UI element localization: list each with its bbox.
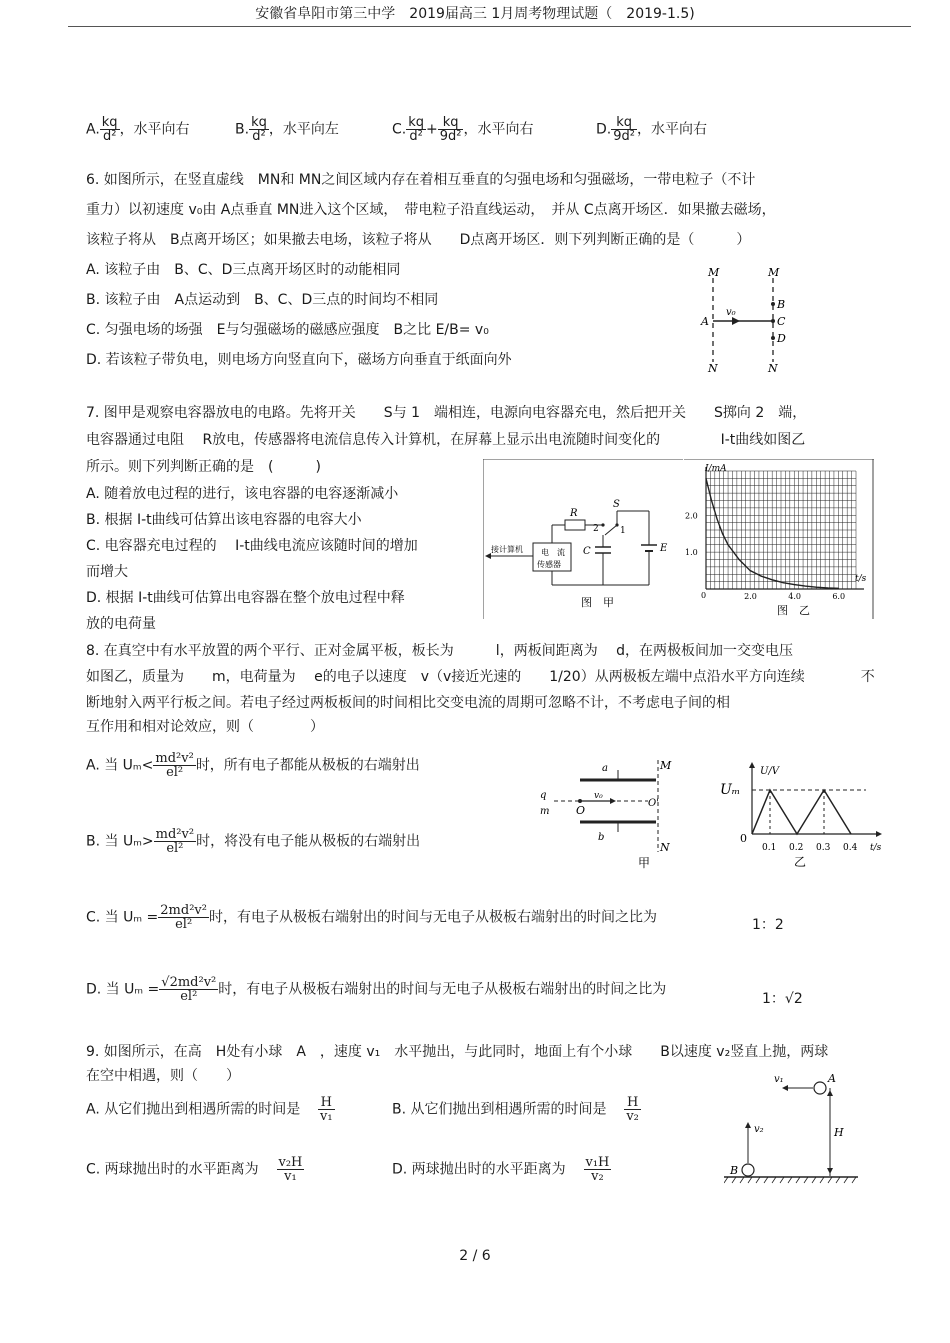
- origin-label: 0: [701, 591, 707, 600]
- denominator: d²: [409, 129, 423, 144]
- label-s: S: [613, 499, 620, 510]
- um-label: Uₘ: [720, 782, 741, 798]
- numerator: H: [318, 1096, 335, 1110]
- data-point: [805, 585, 806, 586]
- data-point: [827, 587, 828, 588]
- label-h: H: [834, 1126, 844, 1139]
- option-text: B. 从它们抛出到相遇所需的时间是: [392, 1101, 607, 1118]
- q7-stem-line3: 所示。则下列判断正确的是 ( ): [86, 459, 321, 475]
- numerator: kq: [438, 116, 464, 130]
- q5-option-d: [596, 116, 707, 143]
- q7-option-c-line1: C. 电容器充电过程的 I-t曲线电流应该随时间的增加: [86, 538, 418, 554]
- x-tick-0.4: 0.4: [843, 843, 858, 853]
- option-prefix: B. 当 Uₘ>: [86, 833, 154, 850]
- q6-stem-line3: 该粒子将从 B点离开场区；如果撤去电场，该粒子将从 D点离开场区．则下列判断正确的是（ ）: [86, 232, 751, 248]
- q8-plates-diagram: [536, 758, 681, 870]
- label-a: a: [602, 763, 608, 774]
- q9-option-a: [86, 1096, 335, 1123]
- data-point: [783, 582, 784, 583]
- q8-stem-line2: 如图乙，质量为 m，电荷量为 e的电子以速度 v（v接近光速的 1/20）从两极板左端中点沿水平方向连续 不: [86, 669, 875, 685]
- numerator: v₁H: [585, 1155, 610, 1170]
- label-b: B: [730, 1164, 739, 1177]
- computer-label: 接计算机: [491, 545, 523, 554]
- q6-option-a: A. 该粒子由 B、C、D三点离开场区时的动能相同: [86, 262, 401, 278]
- direction-text: ，水平向右: [119, 121, 190, 138]
- option-prefix: C. 当 Uₘ =: [86, 909, 159, 926]
- q6-option-b: B. 该粒子由 A点运动到 B、C、D三点的时间均不相同: [86, 292, 439, 308]
- q8-option-c: [86, 904, 657, 931]
- plus-sign: +: [426, 121, 438, 138]
- y-tick-label: 1.0: [685, 548, 698, 558]
- label-q: q: [540, 790, 547, 801]
- denominator: d²: [252, 129, 266, 144]
- label-b: B: [777, 298, 786, 311]
- q5-option-a: [86, 116, 190, 143]
- q7-stem-line2: 电容器通过电阻 R放电，传感器将电流信息传入计算机，在屏幕上显示出电流随时间变化的 I-t曲线如图乙: [86, 432, 806, 448]
- page-header: 安徽省阜阳市第三中学 2019届高三 1月周考物理试题（ 2019-1.5): [255, 6, 695, 22]
- data-point: [705, 478, 706, 479]
- q9-stem-line2: 在空中相遇，则（ ）: [86, 1068, 240, 1084]
- x-tick-label: 2.0: [744, 592, 757, 601]
- option-label: C.: [392, 121, 407, 138]
- q8-stem-line1: 8. 在真空中有水平放置的两个平行、正对金属平板，板长为 l，两板间距离为 d，在两极板间加一交变电压: [86, 643, 794, 659]
- option-prefix: D. 当 Uₘ =: [86, 981, 160, 998]
- q7-option-c-line2: 而增大: [86, 564, 128, 580]
- figure-caption: 甲: [638, 856, 651, 870]
- q7-circuit-figure: [483, 459, 683, 619]
- numerator: kq: [408, 115, 425, 130]
- x-axis-label: t/s: [855, 574, 867, 584]
- numerator: √2md²v²: [161, 975, 217, 990]
- label-v1: v₁: [774, 1074, 784, 1085]
- denominator: 9d²: [613, 129, 635, 144]
- q8-stem-line3: 断地射入两平行板之间。若电子经过两板板间的时间相比交变电流的周期可忽略不计，不考虑电子间的相: [86, 695, 730, 711]
- data-point: [794, 584, 795, 585]
- q6-stem-line1: 6. 如图所示，在竖直虚线 MN和 MN之间区域内存在着相互垂直的匀强电场和匀强磁场，一带电粒子（不计: [86, 172, 756, 188]
- origin-label: 0: [740, 832, 747, 845]
- y-axis-label: I/mA: [705, 464, 727, 474]
- label-1: 1: [620, 526, 626, 536]
- q9-stem-line1: 9. 如图所示，在高 H处有小球 A ，速度 v₁ 水平抛出，与此同时，地面上有个小球 B以速度 v₂竖直上抛，两球: [86, 1044, 829, 1060]
- q6-option-d: D. 若该粒子带负电，则电场方向竖直向下，磁场方向垂直于纸面向外: [86, 352, 512, 368]
- data-point: [711, 500, 712, 501]
- q7-option-a: A. 随着放电过程的进行，该电容器的电容逐渐减小: [86, 486, 399, 502]
- data-point: [727, 544, 728, 545]
- q5-option-c: [392, 116, 533, 143]
- label-b: b: [598, 832, 605, 843]
- option-text: 时，将没有电子能从极板的右端射出: [196, 833, 421, 850]
- label-v2: v₂: [754, 1124, 764, 1135]
- q9-option-d: [392, 1156, 611, 1183]
- label-r: R: [570, 508, 578, 519]
- option-text: C. 两球抛出时的水平距离为: [86, 1161, 259, 1178]
- option-text: 时，所有电子都能从极板的右端射出: [195, 757, 420, 774]
- denominator: v₁: [284, 1169, 297, 1184]
- data-point: [772, 579, 773, 580]
- x-tick-0.3: 0.3: [816, 843, 831, 853]
- x-axis-label: t/s: [870, 843, 882, 853]
- label-2: 2: [593, 524, 599, 534]
- numerator: kq: [611, 116, 637, 130]
- numerator: 2md²v²: [160, 903, 207, 918]
- q8-stem-line4: 互作用和相对论效应，则（ ）: [86, 719, 324, 735]
- data-point: [716, 518, 717, 519]
- option-prefix: A. 当 Uₘ<: [86, 757, 154, 774]
- denominator: el²: [166, 841, 184, 856]
- y-tick-label: 2.0: [685, 511, 698, 521]
- q6-stem-line2: 重力）以初速度 v₀由 A点垂直 MN进入这个区域， 带电粒子沿直线运动， 并从 C点离开场区．如果撤去磁场，: [86, 202, 776, 218]
- numerator: H: [624, 1096, 641, 1110]
- label-m2: M: [768, 266, 780, 279]
- option-label: D.: [596, 121, 612, 138]
- data-point: [738, 559, 739, 560]
- data-point: [816, 587, 817, 588]
- q8-option-b: [86, 828, 420, 855]
- q7-stem-line1: 7. 图甲是观察电容器放电的电路。先将开关 S与 1 端相连，电源向电容器充电，然后把开关 S掷向 2 端，: [86, 405, 807, 421]
- x-tick-0.1: 0.1: [762, 843, 777, 853]
- denominator: el²: [180, 989, 198, 1004]
- q7-option-d-line2: 放的电荷量: [86, 616, 156, 632]
- numerator: kq: [251, 115, 267, 130]
- q6-option-c: C. 匀强电场的场强 E与匀强磁场的磁感应强度 B之比 E/B= v₀: [86, 322, 489, 338]
- label-v0: v₀: [594, 791, 603, 801]
- grid-lines: [706, 471, 856, 589]
- label-n1: N: [708, 362, 718, 375]
- option-label: B.: [235, 121, 250, 138]
- label-c: C: [777, 315, 786, 328]
- option-label: A.: [86, 121, 100, 138]
- direction-text: ，水平向右: [636, 121, 707, 138]
- label-d: D: [777, 332, 786, 345]
- direction-text: ，水平向右: [463, 121, 534, 138]
- figure-caption: 乙: [794, 855, 807, 869]
- label-e: E: [660, 543, 668, 554]
- numerator: md²v²: [155, 751, 194, 766]
- q5-option-b: [235, 116, 339, 143]
- q8-option-d-ratio: 1：√2: [762, 991, 803, 1007]
- axes: [706, 467, 864, 589]
- denominator: v₂: [591, 1169, 604, 1184]
- q6-field-diagram: [696, 264, 796, 376]
- q9-option-c: [86, 1156, 304, 1183]
- denominator: el²: [166, 765, 184, 780]
- q8-option-c-ratio: 1：2: [752, 917, 784, 933]
- label-v0: v₀: [726, 307, 736, 318]
- denominator: el²: [175, 917, 193, 932]
- option-text: D. 两球抛出时的水平距离为: [392, 1161, 566, 1178]
- denominator: v₂: [626, 1109, 639, 1124]
- x-tick-0.2: 0.2: [789, 843, 804, 853]
- denominator: d²: [102, 129, 117, 144]
- label-m1: M: [708, 266, 720, 279]
- label-o-prime: O': [648, 798, 659, 809]
- sensor-label-2: 传感器: [537, 560, 561, 569]
- label-n: N: [660, 841, 670, 854]
- figure-caption: 图 乙: [777, 604, 810, 617]
- denominator: v₁: [320, 1109, 333, 1124]
- y-axis-label: U/V: [760, 766, 780, 777]
- direction-text: ，水平向左: [268, 121, 339, 138]
- numerator: md²v²: [155, 827, 195, 842]
- label-a: A: [701, 315, 709, 328]
- label-a: A: [828, 1072, 836, 1085]
- q9-option-b: [392, 1096, 641, 1123]
- data-point: [838, 588, 839, 589]
- q8-option-a: [86, 752, 420, 779]
- data-point: [722, 533, 723, 534]
- x-tick-label: 4.0: [788, 592, 801, 601]
- header-rule: [68, 26, 911, 27]
- page-number: 2 / 6: [459, 1248, 491, 1264]
- label-n2: N: [768, 362, 778, 375]
- numerator: v₂H: [278, 1155, 303, 1170]
- q8-voltage-time-chart: [716, 758, 888, 870]
- denominator: 9d²: [439, 129, 462, 144]
- q7-option-b: B. 根据 I-t曲线可估算出该电容器的电容大小: [86, 512, 362, 528]
- label-m: M: [660, 759, 672, 772]
- option-text: 时，有电子从极板右端射出的时间与无电子从极板右端射出的时间之比为: [218, 981, 667, 998]
- data-point: [761, 575, 762, 576]
- label-c: C: [583, 546, 591, 557]
- q8-option-d: [86, 976, 666, 1003]
- label-mass: m: [540, 806, 550, 817]
- sensor-label-1: 电 流: [541, 548, 565, 557]
- numerator: kq: [101, 115, 118, 130]
- figure-caption: 图 甲: [581, 596, 614, 609]
- label-o: O: [576, 804, 586, 817]
- option-text: A. 从它们抛出到相遇所需的时间是: [86, 1101, 301, 1118]
- q9-projectile-diagram: [724, 1068, 864, 1188]
- x-tick-label: 6.0: [832, 592, 846, 601]
- q7-option-d-line1: D. 根据 I-t曲线可估算出电容器在整个放电过程中释: [86, 590, 405, 606]
- option-text: 时，有电子从极板右端射出的时间与无电子从极板右端射出的时间之比为: [208, 909, 657, 926]
- q7-current-time-chart: [684, 459, 874, 619]
- data-point: [750, 570, 751, 571]
